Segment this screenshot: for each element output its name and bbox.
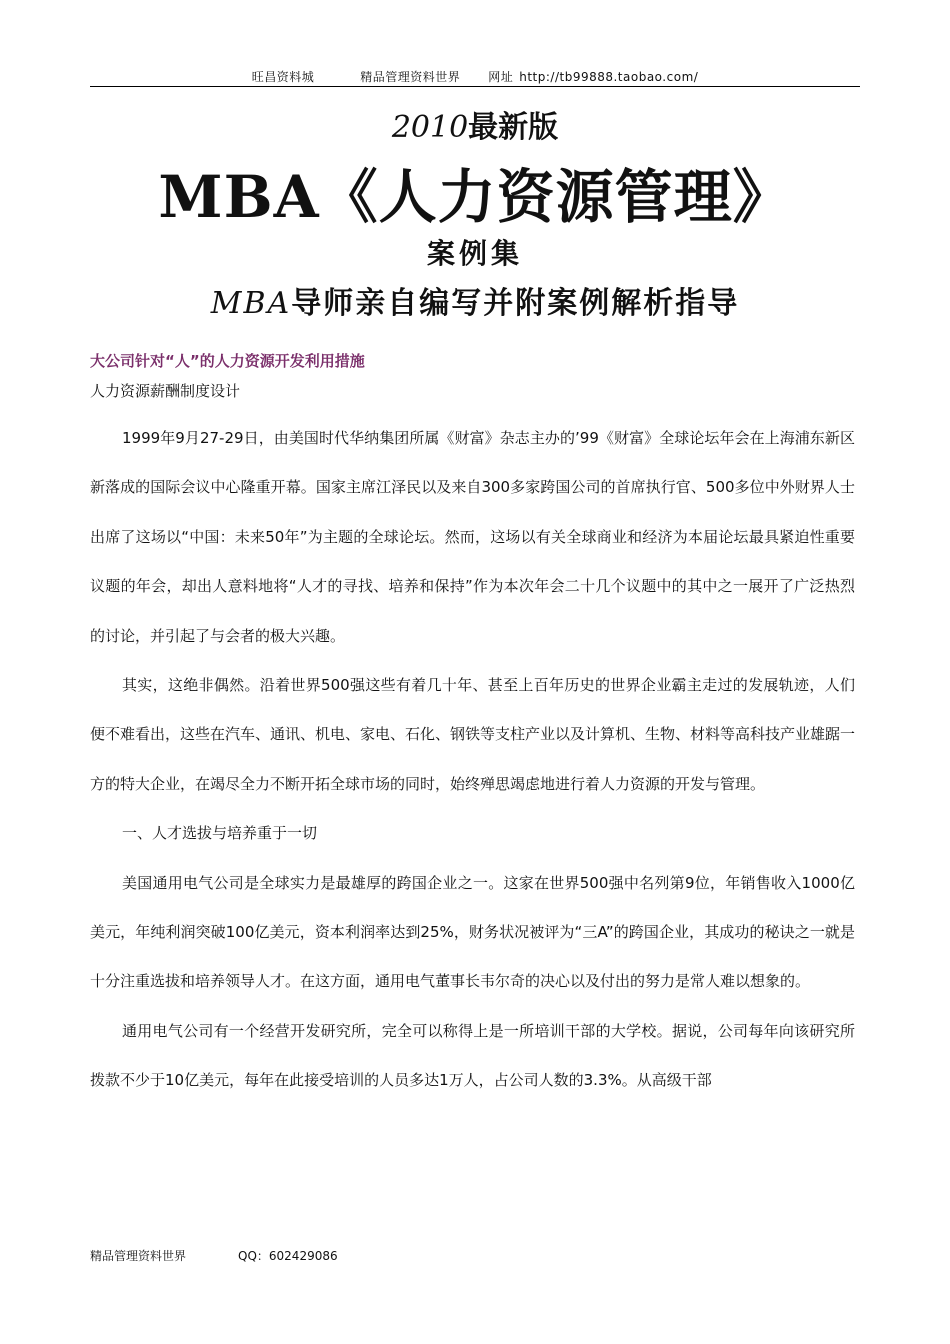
paragraph-heading: 一、人才选拔与培养重于一切 (122, 824, 318, 843)
title-year: 2010 (391, 110, 469, 145)
header-url-label: 网址 (488, 70, 514, 84)
section-subtitle: 人力资源薪酬制度设计 (90, 382, 241, 400)
tagline-text: 导师亲自编写并附案例解析指导 (291, 286, 740, 321)
paragraph: 通用电气公司有一个经营开发研究所，完全可以称得上是一所培训干部的大学校。据说，公司每年向该研究所拨款不少于10亿美元，每年在此接受培训的人员多达1万人，占公司人数的3.3%。从高级干部 (90, 1021, 855, 1090)
footer-brand: 精品管理资料世界 (90, 1249, 187, 1263)
paragraph: 1999年9月27-29日，由美国时代华纳集团所属《财富》杂志主办的’99《财富》全球论坛年会在上海浦东新区新落成的国际会议中心隆重开幕。国家主席江泽民以及来自300多家跨国公司的首席执行官、500多位中外财界人士出席了这场以“中国：未来50年”为主题的全球论坛。然而，这场以有关全球商业和经济为本届论坛最具紧迫性重要议题的年会，却出人意料地将“人才的寻找、培养和保持”作为本次年会二十几个议题中的其中之一展开了广泛热烈的讨论，并引起了与会者的极大兴趣。 (90, 429, 855, 645)
title-edition (0, 102, 950, 146)
document-body (90, 350, 855, 1106)
header-brand: 精品管理资料世界 (360, 70, 461, 84)
page-header (90, 60, 860, 87)
document-title: MBA《人力资源管理》 (158, 163, 792, 231)
document-subtitle: 案例集 (426, 237, 523, 270)
header-shop: 旺昌资料城 (251, 70, 315, 84)
tagline-prefix: MBA (210, 286, 292, 321)
paragraph: 其实，这绝非偶然。沿着世界500强这些有着几十年、甚至上百年历史的世界企业霸主走过的发展轨迹，人们便不难看出，这些在汽车、通讯、机电、家电、石化、钢铁等支柱产业以及计算机、生物、材料等高科技产业雄踞一方的特大企业，在竭尽全力不断开拓全球市场的同时，始终殚思竭虑地进行着人力资源的开发与管理。 (90, 676, 856, 793)
document-tagline (0, 278, 950, 322)
footer-qq: QQ：602429086 (238, 1249, 338, 1263)
title-edition-label: 最新版 (468, 110, 559, 145)
paragraph: 美国通用电气公司是全球实力是最雄厚的跨国企业之一。这家在世界500强中名列第9位，年销售收入1000亿美元，年纯利润突破100亿美元，资本利润率达到25%，财务状况被评为“三A”的跨国企业，其成功的秘诀之一就是十分注重选拔和培养领导人才。在这方面，通用电气董事长韦尔奇的决心以及付出的努力是常人难以想象的。 (90, 873, 855, 991)
header-line (90, 68, 860, 85)
page-footer (90, 1247, 338, 1264)
section-title: 大公司针对“人”的人力资源开发利用措施 (90, 352, 365, 370)
header-url: http://tb99888.taobao.com/ (519, 70, 699, 84)
